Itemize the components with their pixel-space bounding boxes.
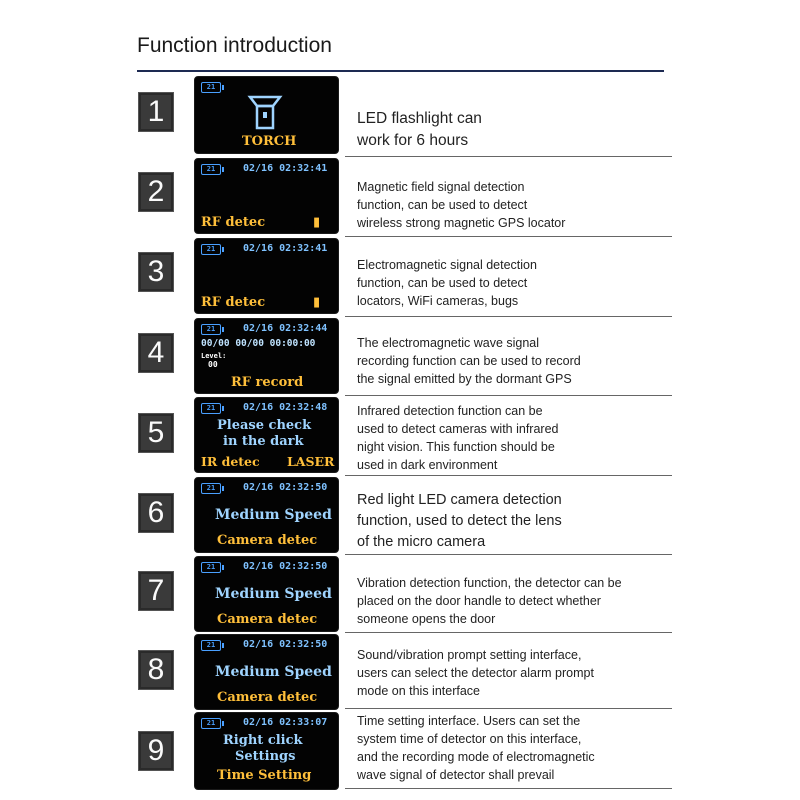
- item-description: [357, 646, 594, 700]
- description-line: users can select the detector alarm prompt: [357, 666, 594, 680]
- description-line: Infrared detection function can be: [357, 404, 543, 418]
- row-divider: [345, 554, 672, 555]
- battery-icon: 21: [201, 164, 221, 175]
- device-screen: [194, 318, 339, 394]
- device-screen: [194, 712, 339, 790]
- mode-label: Camera detec: [217, 533, 318, 548]
- signal-bar: ▮: [313, 215, 321, 230]
- mode-label: RF record: [231, 375, 304, 390]
- mode-label: Time Setting: [217, 768, 312, 783]
- mode-label: RF detec: [201, 295, 266, 310]
- item-number: 1: [138, 92, 174, 132]
- description-line: the signal emitted by the dormant GPS: [357, 372, 572, 386]
- description-line: function, used to detect the lens: [357, 513, 562, 529]
- item-number: 6: [138, 493, 174, 533]
- item-number: 5: [138, 413, 174, 453]
- speed-label: Medium Speed: [215, 664, 332, 680]
- row-divider: [345, 316, 672, 317]
- battery-icon: 21: [201, 403, 221, 414]
- item-number: 4: [138, 333, 174, 373]
- item-description: [357, 712, 595, 784]
- description-line: Vibration detection function, the detector can be: [357, 576, 622, 590]
- speed-label: Medium Speed: [215, 507, 332, 523]
- row-divider: [345, 632, 672, 633]
- description-line: wave signal of detector shall prevail: [357, 768, 555, 782]
- datetime-display: 02/16 02:32:50: [243, 561, 328, 572]
- battery-icon: 21: [201, 640, 221, 651]
- item-number: 9: [138, 731, 174, 771]
- record-range: 00/00 00/00 00:00:00: [201, 338, 316, 349]
- description-line: Electromagnetic signal detection: [357, 258, 537, 272]
- signal-bar: ▮: [313, 295, 321, 310]
- speed-label: Medium Speed: [215, 586, 332, 602]
- description-line: wireless strong magnetic GPS locator: [357, 216, 566, 230]
- torch-icon: [247, 93, 283, 131]
- description-line: recording function can be used to record: [357, 354, 581, 368]
- description-line: used to detect cameras with infrared: [357, 422, 559, 436]
- description-line: someone opens the door: [357, 612, 496, 626]
- item-description: [357, 256, 537, 310]
- mode-label: TORCH: [242, 134, 297, 149]
- page-title: Function introduction: [137, 34, 332, 57]
- item-number: 8: [138, 650, 174, 690]
- description-line: Magnetic field signal detection: [357, 180, 525, 194]
- description-line: and the recording mode of electromagnetic: [357, 750, 595, 764]
- mode-label: Camera detec: [217, 612, 318, 627]
- datetime-display: 02/16 02:32:44: [243, 323, 328, 334]
- title-divider: [137, 70, 664, 72]
- description-line: LED flashlight can: [357, 110, 482, 127]
- description-line: placed on the door handle to detect whether: [357, 594, 601, 608]
- item-number: 7: [138, 571, 174, 611]
- item-number: 2: [138, 172, 174, 212]
- description-line: function, can be used to detect: [357, 198, 528, 212]
- device-screen: [194, 477, 339, 553]
- device-screen: [194, 634, 339, 710]
- description-line: system time of detector on this interface,: [357, 732, 582, 746]
- prompt-line: Right click: [223, 733, 303, 748]
- prompt-line: in the dark: [223, 434, 304, 449]
- row-divider: [345, 156, 672, 157]
- device-screen: [194, 556, 339, 632]
- battery-icon: 21: [201, 718, 221, 729]
- description-line: function, can be used to detect: [357, 276, 528, 290]
- description-line: work for 6 hours: [357, 132, 469, 149]
- description-line: night vision. This function should be: [357, 440, 555, 454]
- description-line: Red light LED camera detection: [357, 492, 562, 508]
- description-line: Sound/vibration prompt setting interface,: [357, 648, 582, 662]
- laser-label: LASER: [287, 454, 335, 469]
- item-description: [357, 108, 482, 152]
- battery-icon: 21: [201, 244, 221, 255]
- datetime-display: 02/16 02:32:41: [243, 163, 328, 174]
- device-screen: [194, 76, 339, 154]
- row-divider: [345, 395, 672, 396]
- level-value: 00: [208, 360, 218, 369]
- battery-icon: 21: [201, 324, 221, 335]
- mode-label: Camera detec: [217, 690, 318, 705]
- mode-label: RF detec: [201, 215, 266, 230]
- item-description: [357, 178, 565, 232]
- item-description: [357, 574, 622, 628]
- row-divider: [345, 236, 672, 237]
- description-line: locators, WiFi cameras, bugs: [357, 294, 519, 308]
- prompt-line: Settings: [235, 749, 296, 764]
- row-divider: [345, 788, 672, 789]
- datetime-display: 02/16 02:33:07: [243, 717, 328, 728]
- prompt-line: Please check: [217, 418, 312, 433]
- description-line: mode on this interface: [357, 684, 480, 698]
- item-number: 3: [138, 252, 174, 292]
- datetime-display: 02/16 02:32:48: [243, 402, 328, 413]
- datetime-display: 02/16 02:32:50: [243, 639, 328, 650]
- battery-icon: 21: [201, 82, 221, 93]
- row-divider: [345, 708, 672, 709]
- row-divider: [345, 475, 672, 476]
- device-screen: [194, 158, 339, 234]
- item-description: [357, 334, 581, 388]
- description-line: used in dark environment: [357, 458, 498, 472]
- battery-icon: 21: [201, 483, 221, 494]
- item-description: [357, 402, 559, 474]
- item-description: [357, 490, 562, 553]
- description-line: The electromagnetic wave signal: [357, 336, 540, 350]
- description-line: Time setting interface. Users can set the: [357, 714, 581, 728]
- device-screen: [194, 397, 339, 473]
- device-screen: [194, 238, 339, 314]
- mode-label: IR detec: [201, 454, 260, 469]
- datetime-display: 02/16 02:32:50: [243, 482, 328, 493]
- datetime-display: 02/16 02:32:41: [243, 243, 328, 254]
- level-label: Level:: [201, 352, 227, 360]
- description-line: of the micro camera: [357, 534, 486, 550]
- battery-icon: 21: [201, 562, 221, 573]
